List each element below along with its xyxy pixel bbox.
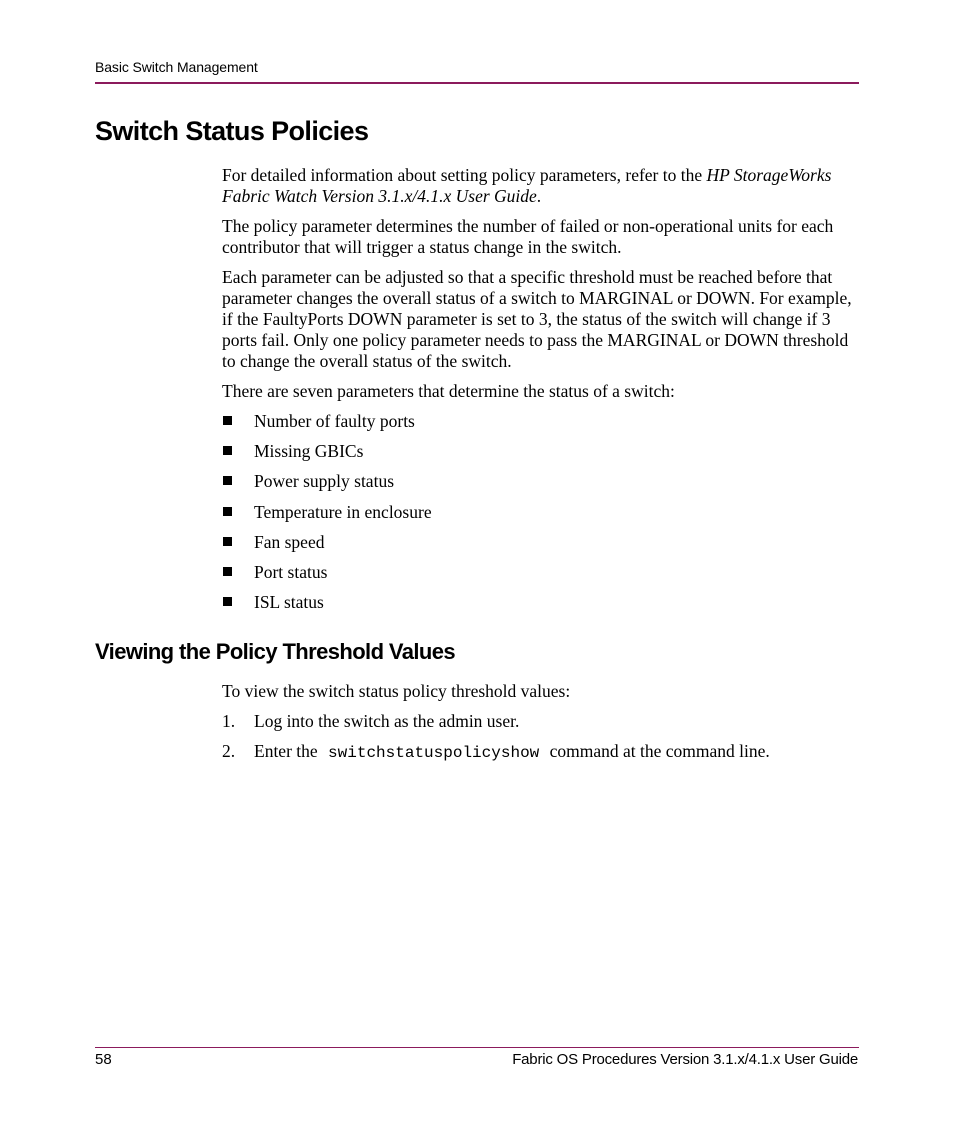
list-item (222, 471, 858, 501)
intro-text-end: . (536, 186, 542, 206)
guide-reference: HP StorageWorks Fabric Watch Version 3.1.x/4.1.x User Guide (222, 165, 832, 206)
list-item-text: Fan speed (254, 531, 325, 552)
bullet-square-icon (223, 567, 232, 576)
footer-rule (95, 1047, 859, 1048)
list-item-text: Power supply status (254, 471, 394, 492)
running-header: Basic Switch Management (95, 59, 258, 75)
command-name: switchstatuspolicyshow (328, 744, 540, 762)
policy-parameter-paragraph: The policy parameter determines the number of failed or non-operational units for each contributor that will trigger a status change in the switch. (222, 216, 834, 257)
step-text: Log into the switch as the admin user. (254, 711, 520, 731)
threshold-paragraph: Each parameter can be adjusted so that a specific threshold must be reached before that parameter changes the overall status of a switch to MARGINAL or DOWN. For example, if the FaultyPorts DOWN parameter is set to 3, the status of the switch will change if 3 ports fail. Only one policy parameter needs to pass the MARGINAL or DOWN threshold to change the overall status of the switch. (222, 267, 852, 371)
list-item (222, 441, 858, 471)
intro-paragraph (222, 165, 858, 207)
parameters-intro: There are seven parameters that determine the status of a switch: (222, 381, 675, 401)
list-item-text: ISL status (254, 592, 324, 613)
section-body (222, 165, 858, 622)
list-item (222, 502, 858, 532)
page-number: 58 (95, 1051, 112, 1068)
bullet-square-icon (223, 507, 232, 516)
step-text: Enter the (254, 741, 323, 761)
list-item (222, 532, 858, 562)
step-number: 1. (222, 711, 236, 731)
bullet-square-icon (223, 597, 232, 606)
intro-text: For detailed information about setting policy parameters, refer to the (222, 165, 707, 185)
list-item (222, 411, 858, 441)
list-item-text: Missing GBICs (254, 441, 364, 462)
step-text-end: command at the command line. (545, 741, 770, 761)
step-number: 2. (222, 741, 236, 761)
subsection-body (222, 681, 858, 771)
bullet-square-icon (223, 476, 232, 485)
list-item-text: Temperature in enclosure (254, 501, 432, 522)
header-rule (95, 82, 859, 84)
bullet-square-icon (223, 416, 232, 425)
step-item (222, 741, 858, 771)
list-item (222, 562, 858, 592)
steps-intro: To view the switch status policy threshold values: (222, 681, 571, 701)
subsection-title: Viewing the Policy Threshold Values (95, 639, 456, 664)
step-item (222, 711, 858, 741)
steps-list (222, 711, 858, 771)
parameters-list (222, 411, 858, 622)
section-title: Switch Status Policies (95, 116, 369, 146)
list-item (222, 592, 858, 622)
bullet-square-icon (223, 446, 232, 455)
bullet-square-icon (223, 537, 232, 546)
document-title: Fabric OS Procedures Version 3.1.x/4.1.x User Guide (512, 1051, 858, 1068)
list-item-text: Number of faulty ports (254, 411, 415, 431)
list-item-text: Port status (254, 561, 328, 582)
